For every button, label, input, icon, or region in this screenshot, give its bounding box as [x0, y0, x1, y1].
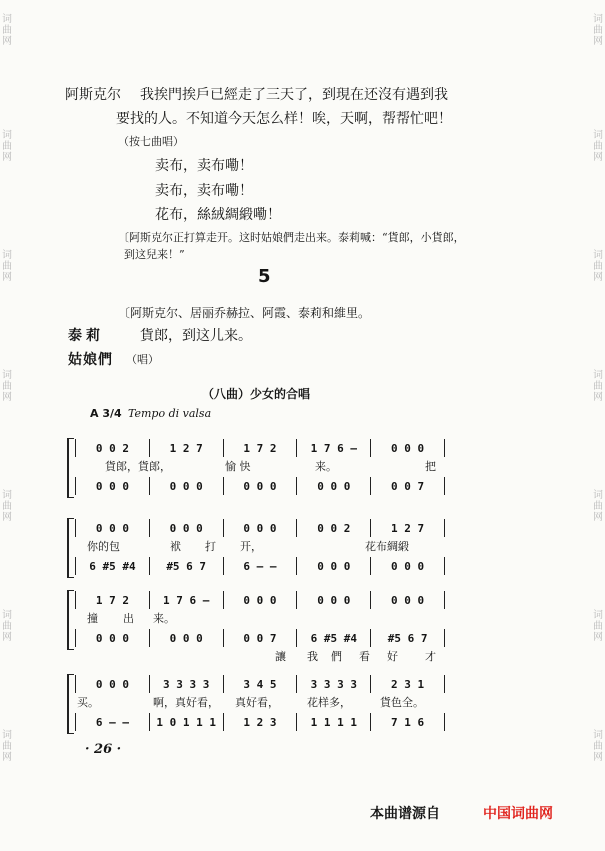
note-group: 0 0 2: [95, 441, 129, 455]
note-group: 0 0 2: [317, 521, 351, 535]
note-group: 0 0 0: [317, 559, 351, 573]
dialog-line-2: 要找的人。不知道今天怎么样！唉，天啊，帮帮忙吧！: [116, 111, 452, 127]
lyrics-row-lower: 讓 我 們 看 好 才: [275, 650, 436, 663]
note-group: 6 — —: [95, 715, 129, 729]
key-signature: A 3/4: [90, 407, 122, 420]
note-group: #5 6 7: [166, 559, 207, 573]
note-group: 0 0 0: [169, 631, 203, 645]
note-group: 1 0 1 1 1: [156, 715, 216, 729]
note-group: #5 6 7: [387, 631, 428, 645]
speaker-askar: 阿斯克尔: [65, 87, 121, 103]
note-group: 1 7 2: [243, 441, 277, 455]
note-group: 6 #5 #4: [89, 559, 136, 573]
music-system-4: 0 0 0 3 3 3 3 3 4 5 3 3 3 3 2 3 1 买。 啊，真好看， 真好看， 花样多， 貨色全。 6 — — 1 0 1 1 1 1 2 3 1 1 1 1 7 1 6: [75, 674, 445, 732]
note-group: 0 0 0: [243, 521, 277, 535]
stage-direction-2: 〔阿斯克尔、居丽乔赫拉、阿霞、泰莉和維里。: [118, 306, 371, 320]
note-group: 0 0 7: [243, 631, 277, 645]
section-number: 5: [258, 266, 271, 287]
note-group: 1 2 7: [169, 441, 203, 455]
watermark-right: 词曲网 词曲网 词曲网 词曲网 词曲网 词曲网 词曲网: [593, 14, 603, 763]
note-group: 0 0 0: [95, 677, 129, 691]
sung-line-3: 花布，絲絨綢緞嘞！: [155, 207, 281, 223]
note-group: 0 0 0: [243, 479, 277, 493]
note-group: 6 — —: [243, 559, 277, 573]
note-group: 0 0 0: [317, 479, 351, 493]
note-group: 1 7 6 —: [310, 441, 357, 455]
song-title: （八曲）少女的合唱: [202, 387, 311, 401]
tempo-marking: Tempo di valsa: [128, 407, 212, 420]
note-group: 0 0 0: [243, 593, 277, 607]
note-group: 1 7 6 —: [163, 593, 210, 607]
note-group: 0 0 0: [391, 593, 425, 607]
taili-line: 貨郎，到这儿来。: [140, 328, 252, 344]
lower-staff: [75, 476, 445, 496]
speaker-taili: 泰莉: [68, 328, 104, 344]
note-group: 0 0 7: [391, 479, 425, 493]
note-group: 1 7 2: [95, 593, 129, 607]
note-group: 3 3 3 3: [163, 677, 210, 691]
girls-cue: （唱）: [126, 353, 159, 366]
stage-direction-1: 〔阿斯克尔正打算走开。这时姑娘們走出来。泰莉喊：“貨郎，小貨郎，: [118, 231, 465, 244]
dialog-line-1: 我挨門挨戶已經走了三天了，到現在还沒有遇到我: [140, 87, 448, 103]
upper-staff: [75, 438, 445, 458]
note-group: 0 0 0: [95, 479, 129, 493]
music-system-2: 0 0 0 0 0 0 0 0 0 0 0 2 1 2 7 你的包 袱 打 开， 花布綢緞 6 #5 #4 #5 6 7 6 — — 0 0 0 0 0 0: [75, 518, 445, 576]
speaker-girls: 姑娘們: [68, 352, 113, 368]
note-group: 6 #5 #4: [310, 631, 357, 645]
note-group: 1 2 7: [391, 521, 425, 535]
source-label: 本曲谱源自: [370, 806, 440, 822]
stage-direction-1b: 到这兒来！”: [124, 248, 185, 261]
note-group: 0 0 0: [317, 593, 351, 607]
note-group: 0 0 0: [95, 631, 129, 645]
sung-line-2: 卖布，卖布嘞！: [155, 183, 253, 199]
note-group: 0 0 0: [391, 441, 425, 455]
source-site-link[interactable]: 中国词曲网: [483, 806, 553, 822]
note-group: 1 1 1 1: [310, 715, 357, 729]
note-group: 0 0 0: [391, 559, 425, 573]
note-group: 0 0 0: [169, 521, 203, 535]
music-system-3: 1 7 2 1 7 6 — 0 0 0 0 0 0 0 0 0 撞 出 来。 0 0 0 0 0 0 0 0 7 6 #5 #4 #5 6 7 讓 我 們 看 好 才: [75, 590, 445, 666]
lyrics-row: 貨郎，貨郎， 愉 快 来。 把: [105, 460, 436, 473]
note-group: 3 4 5: [243, 677, 277, 691]
note-group: 0 0 0: [95, 521, 129, 535]
watermark-left: 词曲网 词曲网 词曲网 词曲网 词曲网 词曲网 词曲网: [2, 14, 12, 763]
singing-cue: （按七曲唱）: [118, 135, 184, 148]
sung-line-1: 卖布，卖布嘞！: [155, 158, 253, 174]
note-group: 3 3 3 3: [310, 677, 357, 691]
page-number: · 26 ·: [85, 742, 122, 757]
note-group: 2 3 1: [391, 677, 425, 691]
music-system-1: [75, 438, 445, 496]
note-group: 1 2 3: [243, 715, 277, 729]
note-group: 7 1 6: [391, 715, 425, 729]
note-group: 0 0 0: [169, 479, 203, 493]
